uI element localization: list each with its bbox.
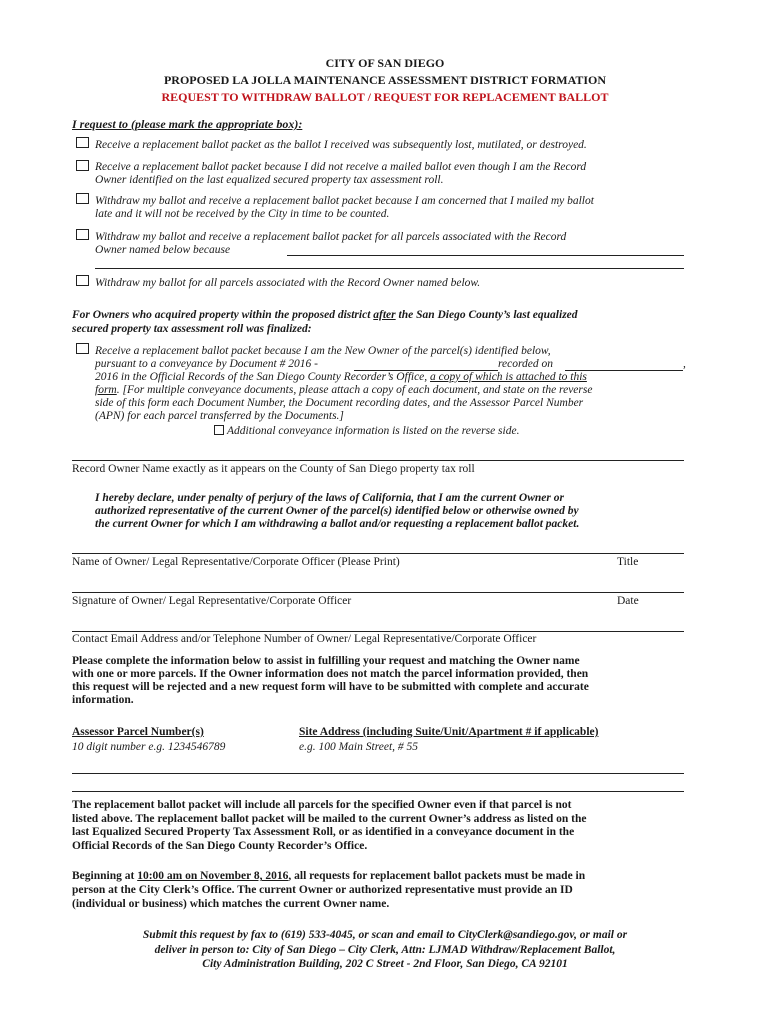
option-3-checkbox[interactable]: [76, 193, 89, 204]
option-5-checkbox[interactable]: [76, 275, 89, 286]
record-owner-label: Record Owner Name exactly as it appears on the County of San Diego property tax roll: [72, 463, 475, 475]
option-2-checkbox[interactable]: [76, 160, 89, 171]
instructions: Please complete the information below to assist in fulfilling your request and matching the Owner name with one or more parcels. If the Owner information does not match the parcel information provided, then this request will be rejected and a new request form will have to be submitted with complete and accurate information.: [72, 655, 589, 706]
option-1-text: Receive a replacement ballot packet as the ballot I received was subsequently lost, mutilated, or destroyed.: [95, 139, 587, 151]
new-owner-checkbox[interactable]: [76, 343, 89, 354]
declaration: I hereby declare, under penalty of perjury of the laws of California, that I am the current Owner or authorized representative of the current Owner of the parcel(s) identified below or otherwise owned by the current Owner for which I am withdrawing a ballot and/or requesting a replacement ballot packet.: [95, 492, 580, 530]
site-address-example: e.g. 100 Main Street, # 55: [299, 741, 419, 753]
intro-instruction: I request to (please mark the appropriate box):: [72, 117, 303, 131]
name-label: Name of Owner/ Legal Representative/Corporate Officer (Please Print): [72, 556, 400, 568]
record-owner-line[interactable]: [72, 460, 684, 461]
header-city: CITY OF SAN DIEGO: [325, 56, 445, 70]
reason-line-1[interactable]: [287, 255, 684, 256]
recorded-on-line[interactable]: [565, 370, 683, 371]
option-1-checkbox[interactable]: [76, 137, 89, 148]
signature-label: Signature of Owner/ Legal Representative/Corporate Officer: [72, 595, 352, 607]
option-4-checkbox[interactable]: [76, 229, 89, 240]
new-owner-text: Receive a replacement ballot packet because I am the New Owner of the parcel(s) identified below, pursuant to a conveyance by Document # 2016 - recorded on , 2016 in the Official Records of the San Diego County Recorder’s Office, a copy of which is attached to this form. [For multiple conveyance documents, please attach a copy of each document, and state on the reverse side of this form each Document Number, the Document recording dates, and the Assessor Parcel Number (APN) for each parcel transferred by the Documents.]: [95, 345, 686, 422]
parcel-number-header: Assessor Parcel Number(s): [72, 726, 204, 738]
site-address-header: Site Address (including Suite/Unit/Apartment # if applicable): [299, 726, 599, 738]
reason-line-2[interactable]: [95, 268, 684, 269]
option-5-text: Withdraw my ballot for all parcels associated with the Record Owner named below.: [95, 277, 481, 289]
name-line[interactable]: [72, 553, 684, 554]
title-label: Title: [617, 556, 639, 568]
header-subtitle: REQUEST TO WITHDRAW BALLOT / REQUEST FOR REPLACEMENT BALLOT: [161, 90, 609, 104]
header-title: PROPOSED LA JOLLA MAINTENANCE ASSESSMENT DISTRICT FORMATION: [163, 73, 607, 87]
option-4-text: Withdraw my ballot and receive a replacement ballot packet for all parcels associated with the Record Owner named below because: [95, 231, 567, 256]
replacement-notice: The replacement ballot packet will include all parcels for the specified Owner even if that parcel is not listed above. The replacement ballot packet will be mailed to the current Owner’s address as listed on the last Equalized Secured Property Tax Assessment Roll, or as identified in a conveyance document in the Official Records of the San Diego County Recorder’s Office.: [72, 799, 587, 852]
option-3-text: Withdraw my ballot and receive a replacement ballot packet because I am concerned that I mailed my ballot late and it will not be received by the City in time to be counted.: [95, 195, 594, 220]
signature-line[interactable]: [72, 592, 684, 593]
additional-info-row: Additional conveyance information is listed on the reverse side.: [214, 425, 519, 438]
option-2-text: Receive a replacement ballot packet because I did not receive a mailed ballot even though I am the Record Owner identified on the last equalized secured property tax assessment roll.: [95, 161, 587, 186]
parcel-number-example: 10 digit number e.g. 1234546789: [72, 741, 226, 753]
new-owner-heading: For Owners who acquired property within the proposed district after the San Diego County’s last equalized secured property tax assessment roll was finalized:: [72, 309, 578, 335]
date-label: Date: [617, 595, 639, 607]
document-number-line[interactable]: [354, 370, 498, 371]
contact-label: Contact Email Address and/or Telephone Number of Owner/ Legal Representative/Corporate Officer: [72, 633, 537, 645]
contact-line[interactable]: [72, 631, 684, 632]
parcel-row-line-2[interactable]: [72, 791, 684, 792]
deadline-notice: Beginning at 10:00 am on November 8, 2016, all requests for replacement ballot packets must be made in person at the City Clerk’s Office. The current Owner or authorized representative must provide an ID (individual or business) which matches the current Owner name.: [72, 870, 586, 910]
additional-info-checkbox[interactable]: [214, 425, 224, 435]
parcel-row-line-1[interactable]: [72, 773, 684, 774]
submit-instructions: Submit this request by fax to (619) 533-4045, or scan and email to CityClerk@sandiego.gov, or mail or deliver in person to: City of San Diego – City Clerk, Attn: LJMAD Withdraw/Replacement Ballot, City Administration Building, 202 C Street - 2nd Floor, San Diego, CA 92101: [142, 929, 628, 970]
